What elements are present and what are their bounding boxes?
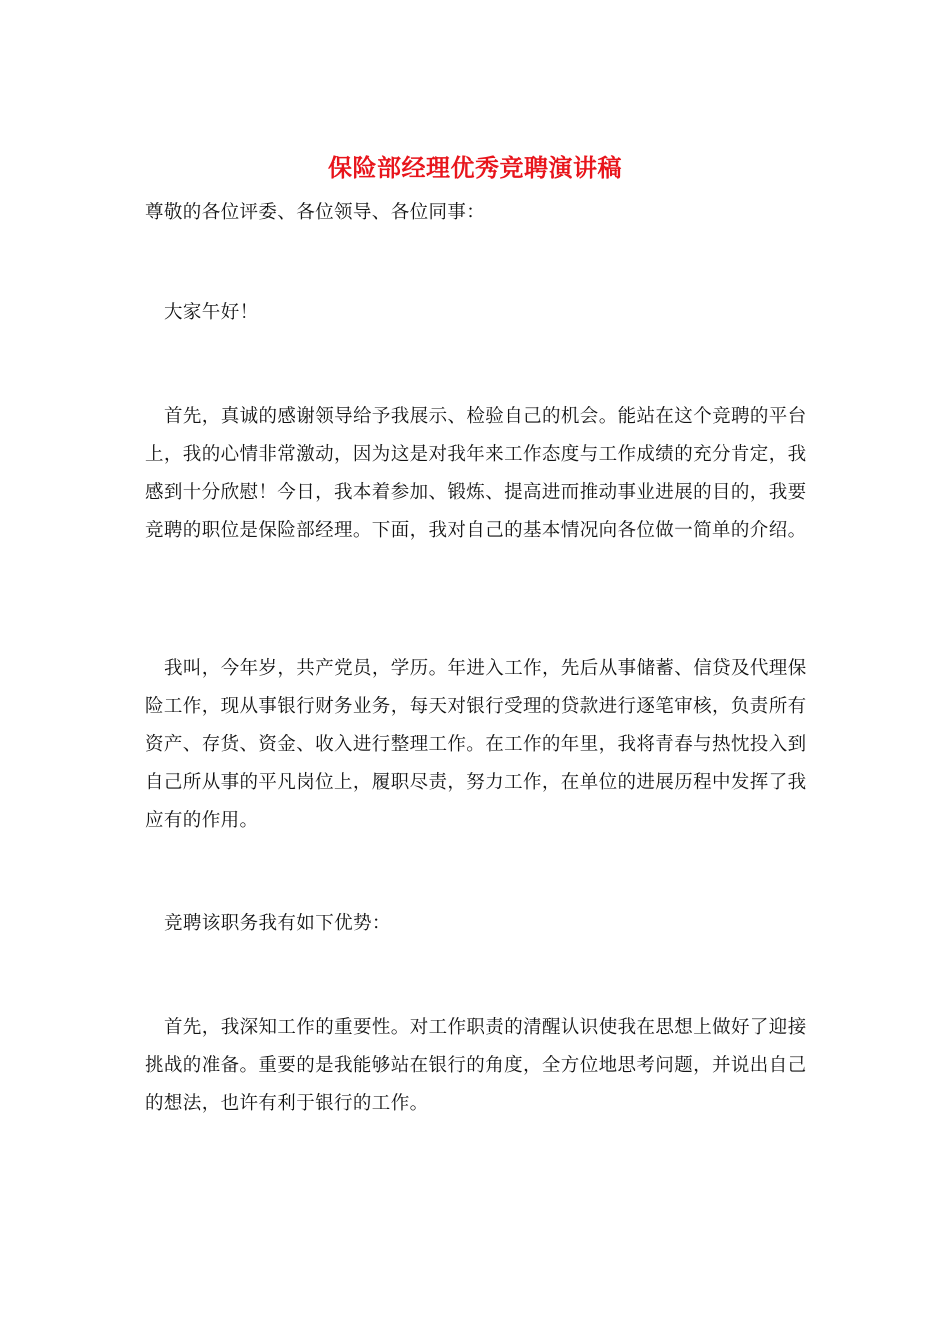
document-title: 保险部经理优秀竞聘演讲稿 [328,153,622,182]
salutation: 尊敬的各位评委、各位领导、各位同事： [145,202,486,223]
paragraph-opening: 首先，真诚的感谢领导给予我展示、检验自己的机会。能站在这个竞聘的平台上，我的心情非常激动，因为这是对我年来工作态度与工作成绩的充分肯定，我感到十分欣慰！今日，我本着参加、锻炼、提高进而推动事业进展的目的，我要竞聘的职位是保险部经理。下面，我对自己的基本情况向各位做一简单的介绍。 [145,406,807,541]
paragraph-introduction: 我叫，今年岁，共产党员，学历。年进入工作，先后从事储蓄、信贷及代理保险工作，现从事银行财务业务，每天对银行受理的贷款进行逐笔审核，负责所有资产、存货、资金、收入进行整理工作。在工作的年里，我将青春与热忱投入到自己所从事的平凡岗位上，履职尽责，努力工作，在单位的进展历程中发挥了我应有的作用。 [145,658,807,831]
paragraph-greeting: 大家午好！ [164,302,259,323]
paragraph-first-advantage: 首先，我深知工作的重要性。对工作职责的清醒认识使我在思想上做好了迎接挑战的准备。重要的是我能够站在银行的角度，全方位地思考问题，并说出自己的想法，也许有利于银行的工作。 [145,1017,807,1114]
paragraph-advantages-heading: 竞聘该职务我有如下优势： [164,913,391,934]
